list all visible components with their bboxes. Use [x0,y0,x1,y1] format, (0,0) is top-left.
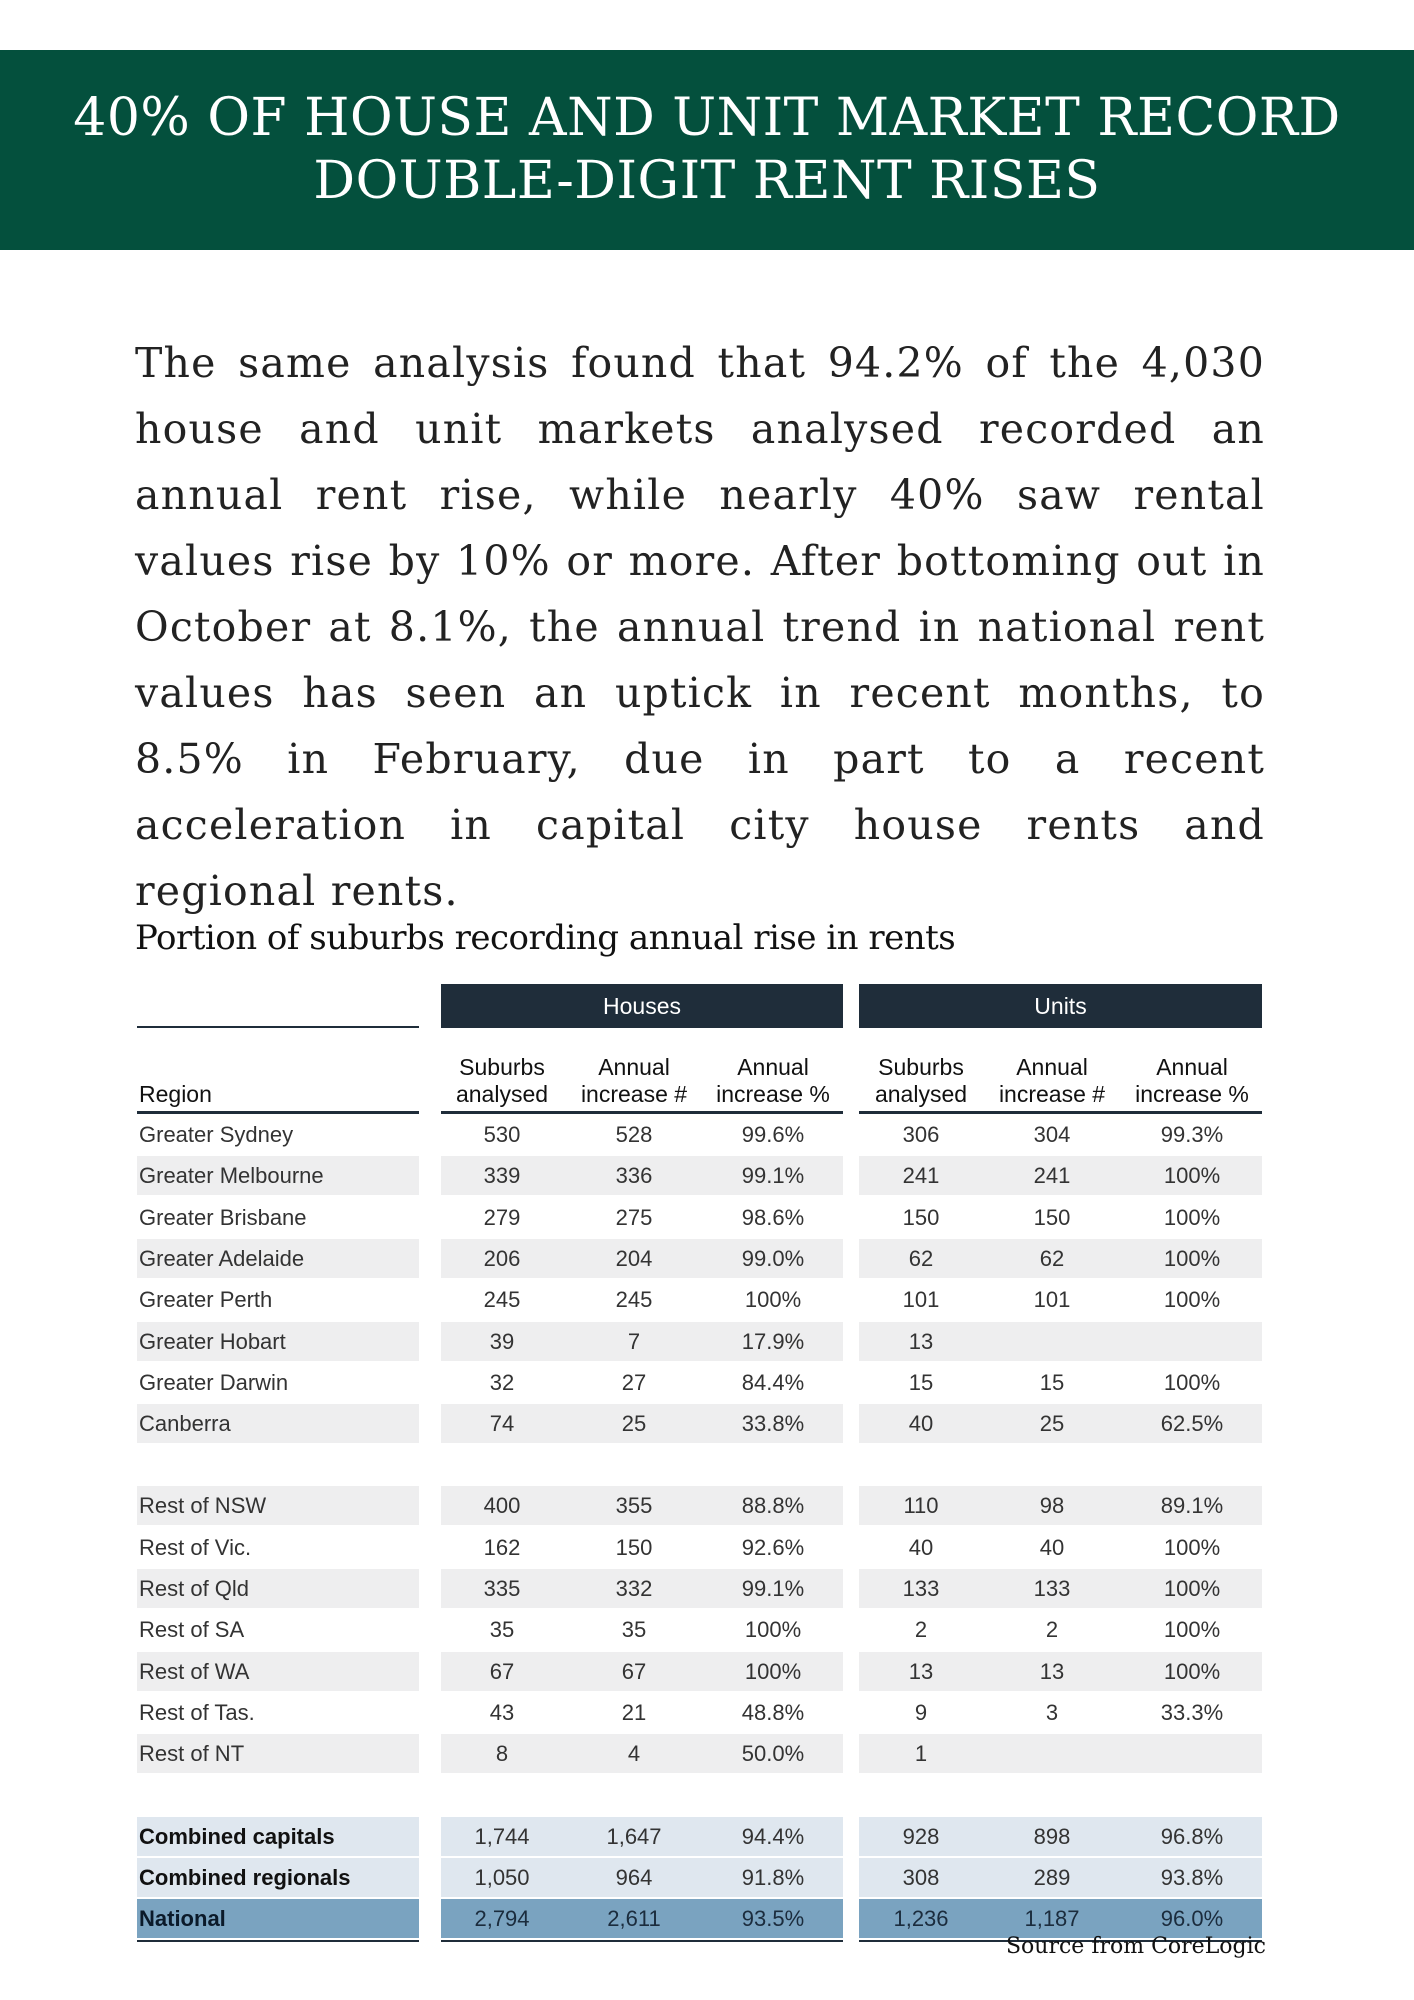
table-cell: 91.8% [741,1865,805,1890]
region-name: Rest of Vic. [139,1535,252,1560]
table-cell: 15 [908,1370,934,1395]
table-cell: 40 [908,1535,934,1560]
table-cell: 100% [1163,1576,1221,1601]
table-cell: 96.8% [1160,1824,1224,1849]
table-cell: 33.3% [1160,1700,1224,1725]
table-cell: 308 [902,1865,940,1890]
table-cell: 1,187 [1024,1906,1080,1931]
column-header [861,1054,981,1108]
table-cell: 13 [908,1659,934,1684]
table-row [137,1486,1262,1525]
column-header-line: increase % [716,1081,830,1107]
table-cell: 528 [615,1122,653,1147]
table-cell: 3 [1045,1700,1059,1725]
table-cell: 93.5% [741,1906,805,1931]
table-cell: 245 [615,1287,653,1312]
table-cell: 289 [1033,1865,1071,1890]
table-cell: 89.1% [1160,1493,1224,1518]
column-header [442,1054,562,1108]
table-cell [1132,1322,1252,1361]
table-cell: 98.6% [741,1205,805,1230]
houses-group-header: Houses [441,984,843,1028]
table-cell: 35 [489,1617,515,1642]
table-cell: 964 [615,1865,653,1890]
region-name: Greater Perth [139,1287,273,1312]
table-cell: 279 [483,1205,521,1230]
table-cell: 355 [615,1493,653,1518]
table-cell: 1,744 [474,1824,530,1849]
table-cell [1132,1734,1252,1773]
table-cell: 336 [615,1163,653,1188]
table-cell: 241 [1033,1163,1071,1188]
table-row [137,1899,1262,1938]
table-cell: 94.4% [741,1824,805,1849]
region-top-rule [137,1026,419,1028]
table-cell: 7 [627,1329,641,1354]
region-name: National [139,1906,226,1931]
table-row [137,1239,1262,1278]
region-name: Canberra [139,1411,231,1436]
table-cell [992,1322,1112,1361]
table-cell: 110 [903,1493,939,1518]
table-cell: 100% [744,1287,802,1312]
table-cell: 339 [483,1163,521,1188]
column-header-line: Annual [737,1054,809,1080]
table-cell: 150 [615,1535,653,1560]
table-cell: 25 [621,1411,647,1436]
table-row [137,1156,1262,1195]
table-cell: 150 [902,1205,940,1230]
table-cell: 204 [615,1246,653,1271]
table-cell: 50.0% [741,1741,805,1766]
region-name: Rest of NSW [139,1493,267,1518]
table-cell: 2 [1045,1617,1059,1642]
column-header-line: Suburbs [459,1054,545,1080]
table-cell: 898 [1033,1824,1071,1849]
table-cell: 27 [621,1370,647,1395]
table-cell: 15 [1039,1370,1065,1395]
table-cell: 100% [1163,1370,1221,1395]
table-row [137,1528,1262,1567]
table-cell: 48.8% [741,1700,805,1725]
banner-title-line-2: DOUBLE-DIGIT RENT RISES [313,151,1101,211]
header-rule-units [859,1111,1262,1114]
table-row [137,1693,1262,1732]
table-cell: 306 [902,1122,940,1147]
column-header-line: analysed [874,1081,968,1107]
table-cell: 40 [1039,1535,1065,1560]
column-header-line: increase # [580,1081,688,1107]
table-cell: 67 [489,1659,515,1684]
table-row [137,1322,1262,1361]
table-cell: 13 [1039,1659,1065,1684]
table-cell: 2,794 [474,1906,530,1931]
table-cell: 245 [483,1287,521,1312]
table-cell: 99.0% [741,1246,805,1271]
table-cell: 62 [908,1246,934,1271]
table-cell: 99.3% [1160,1122,1224,1147]
table-row [137,1817,1262,1856]
table-cell: 25 [1039,1411,1065,1436]
body-paragraph: The same analysis found that 94.2% of the 4,030 house and unit markets analysed recorded an annual rent rise, while nearly 40% saw rental values rise by 10% or more. After bottoming out in October at 8.1%, the annual trend in national rent values has seen an uptick in recent months, to 8.5% in February, due in part to a recent acceleration in capital city house rents and regional rents. [135,339,1265,915]
region-name: Greater Melbourne [139,1163,324,1188]
column-header-line: increase # [998,1081,1106,1107]
banner-title-line-1: 40% OF HOUSE AND UNIT MARKET RECORD [73,88,1341,148]
table-cell: 101 [902,1287,940,1312]
table-cell: 928 [902,1824,940,1849]
source-note: Source from CoreLogic [1005,1934,1266,1959]
region-name: Greater Darwin [139,1370,289,1395]
table-cell: 39 [489,1329,515,1354]
table-cell: 100% [1163,1659,1221,1684]
table-cell: 13 [908,1329,934,1354]
table-cell [992,1734,1112,1773]
table-cell: 62.5% [1160,1411,1224,1436]
table-row [137,1858,1262,1897]
table-cell: 275 [615,1205,653,1230]
table-cell: 1 [914,1741,928,1766]
title-banner [0,50,1414,250]
table-cell: 133 [1033,1576,1071,1601]
table-cell: 99.6% [741,1122,805,1147]
table-cell: 9 [914,1700,928,1725]
table-cell: 43 [489,1700,515,1725]
table-row [137,1569,1262,1608]
table-cell: 162 [483,1535,521,1560]
table-cell: 530 [483,1122,521,1147]
table-row [137,1652,1262,1691]
table-cell: 8 [495,1741,509,1766]
table-cell: 304 [1033,1122,1071,1147]
header-rule-houses [441,1111,843,1114]
table-row [137,1734,1262,1773]
table-row [137,1198,1262,1237]
region-name: Combined regionals [139,1865,351,1890]
table-cell: 2,611 [607,1906,661,1931]
table-cell: 96.0% [1160,1906,1224,1931]
table-row [137,1404,1262,1443]
column-header-line: Suburbs [878,1054,964,1080]
column-header-line: increase % [1135,1081,1249,1107]
table-cell: 400 [483,1493,521,1518]
column-header-line: Annual [598,1054,670,1080]
column-header [574,1054,694,1108]
table-cell: 241 [902,1163,940,1188]
units-group-header: Units [859,984,1262,1028]
table-cell: 32 [489,1370,515,1395]
column-header [992,1054,1112,1108]
region-name: Combined capitals [139,1824,335,1849]
table-cell: 206 [483,1246,521,1271]
table-cell: 100% [1163,1287,1221,1312]
table-cell: 88.8% [741,1493,805,1518]
table-cell: 133 [902,1576,940,1601]
column-header-line: Annual [1156,1054,1228,1080]
table-bottom-rule [137,1940,419,1942]
table-cell: 100% [1163,1535,1221,1560]
table-cell: 4 [627,1741,641,1766]
table-cell: 332 [615,1576,653,1601]
table-cell: 2 [914,1617,928,1642]
table-cell: 100% [1163,1205,1221,1230]
table-title: Portion of suburbs recording annual rise in rents [135,918,956,958]
table-cell: 99.1% [741,1576,805,1601]
region-name: Rest of NT [139,1741,245,1766]
table-cell: 1,647 [606,1824,662,1849]
table-row [137,1280,1262,1319]
table-cell: 150 [1033,1205,1071,1230]
region-column-header: Region [139,1081,212,1107]
region-name: Rest of Tas. [139,1700,255,1725]
table-cell: 35 [621,1617,647,1642]
region-name: Greater Sydney [139,1122,294,1147]
column-header-line: analysed [455,1081,549,1107]
table-cell: 17.9% [741,1329,805,1354]
table-cell: 100% [744,1659,802,1684]
region-name: Rest of WA [139,1659,250,1684]
table-row [137,1115,1262,1154]
table-cell: 84.4% [741,1370,805,1395]
region-name: Greater Hobart [139,1329,286,1354]
table-cell: 40 [908,1411,934,1436]
table-cell: 62 [1039,1246,1065,1271]
table-cell: 335 [483,1576,521,1601]
column-header-line: Annual [1016,1054,1088,1080]
column-header [1132,1054,1252,1108]
table-cell: 67 [621,1659,647,1684]
table-cell: 100% [1163,1163,1221,1188]
table-cell: 92.6% [741,1535,805,1560]
table-cell: 93.8% [1160,1865,1224,1890]
table-cell: 1,236 [893,1906,949,1931]
table-row [137,1363,1262,1402]
table-cell: 101 [1033,1287,1071,1312]
region-name: Greater Adelaide [139,1246,305,1271]
table-cell: 74 [489,1411,515,1436]
table-bottom-rule [441,1940,843,1942]
column-header [713,1054,833,1108]
table-cell: 100% [1163,1246,1221,1271]
header-rule-region [137,1111,419,1114]
table-cell: 99.1% [741,1163,805,1188]
table-cell: 100% [744,1617,802,1642]
region-name: Rest of SA [139,1617,245,1642]
table-row [137,1610,1262,1649]
region-name: Greater Brisbane [139,1205,307,1230]
table-cell: 98 [1039,1493,1065,1518]
table-cell: 100% [1163,1617,1221,1642]
table-cell: 33.8% [741,1411,805,1436]
table-cell: 1,050 [474,1865,530,1890]
table-cell: 21 [621,1700,647,1725]
region-name: Rest of Qld [139,1576,250,1601]
